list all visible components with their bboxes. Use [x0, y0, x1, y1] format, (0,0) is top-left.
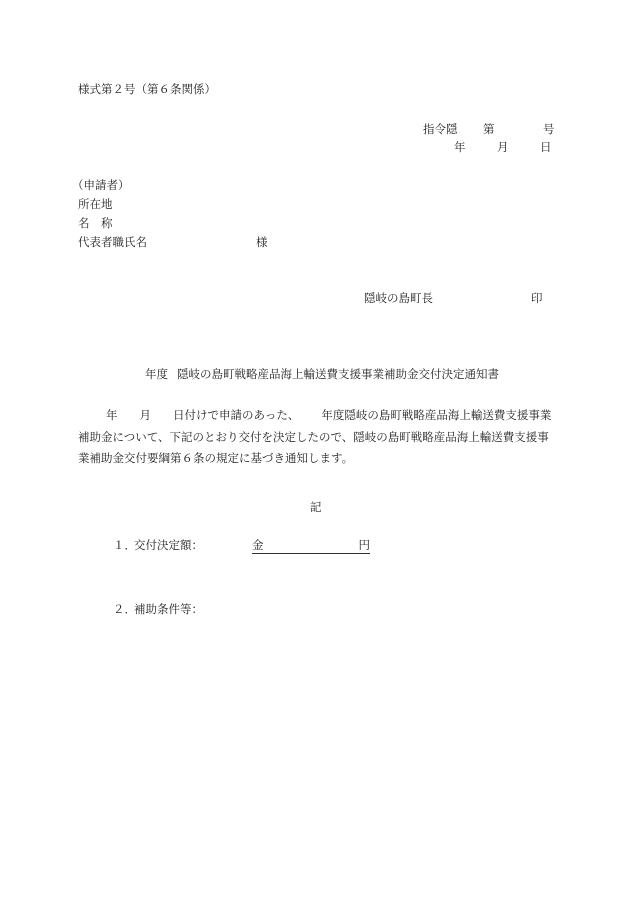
issuer-title: 隠岐の島町長 — [364, 291, 433, 305]
form-number: 様式第２号（第６条関係） — [78, 82, 216, 96]
item-1-label: 交付決定額： — [134, 538, 203, 552]
date-year: 年 — [454, 140, 466, 154]
amount-suffix: 円 — [358, 538, 370, 552]
address-label: 所在地 — [78, 197, 113, 211]
title-fiscal-year: 年度 — [145, 367, 168, 381]
amount-field — [252, 540, 370, 557]
reference-go: 号 — [543, 122, 555, 136]
seal-mark: 印 — [531, 291, 543, 305]
item-2-label: 補助条件等： — [134, 602, 203, 616]
body-month: 月 — [139, 408, 151, 422]
item-1-number: １． — [113, 538, 136, 552]
applicant-heading: （申請者） — [72, 178, 130, 192]
body-year: 年 — [106, 408, 118, 422]
date-month: 月 — [497, 140, 509, 154]
title-text: 隠岐の島町戦略産品海上輸送費支援事業補助金交付決定通知書 — [177, 367, 499, 381]
item-2-number: ２． — [113, 602, 136, 616]
amount-prefix: 金 — [252, 538, 264, 552]
body-text-1: 日付けで申請のあった、 — [173, 408, 300, 422]
ki-heading: 記 — [310, 500, 322, 514]
representative-label: 代表者職氏名 — [78, 235, 147, 249]
name-label: 名 称 — [78, 216, 113, 230]
honorific: 様 — [256, 235, 268, 249]
date-day: 日 — [540, 140, 552, 154]
reference-dai: 第 — [483, 122, 495, 136]
amount-underline — [252, 540, 370, 554]
body-paragraph — [78, 405, 558, 470]
reference-prefix: 指令隠 — [423, 122, 458, 136]
body-text-2: 年度隠岐の島町戦略産品海上輸送費支援事業補助金について、下記のとおり交付を決定したので、隠岐の島町戦略産品海上輸送費支援事業補助金交付要綱第６条の規定に基づき通知します。 — [78, 408, 552, 465]
